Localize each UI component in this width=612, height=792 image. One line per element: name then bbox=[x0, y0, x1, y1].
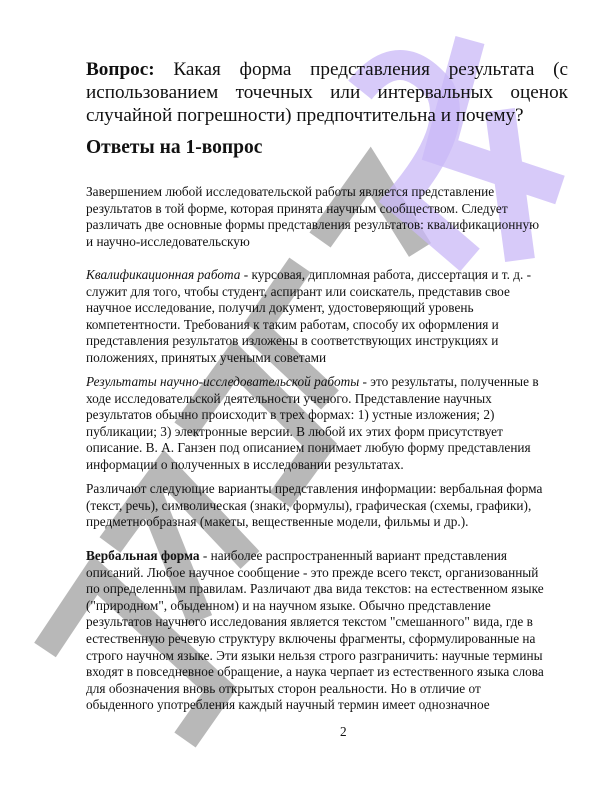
text-line: описаний. Любое научное сообщение - это прежде всего текст, организованный bbox=[86, 564, 539, 580]
text-line: описание. В. А. Ганзен под описанием понимает любую форму представления bbox=[86, 440, 531, 456]
text-line: Вербальная форма - наиболее распространенный вариант представления bbox=[86, 548, 507, 563]
text-line: результатов обычно происходит в трех формах: 1) устные изложения; 2) bbox=[86, 407, 495, 423]
paragraph-verbal-form bbox=[86, 548, 576, 714]
text-line: для обозначения вновь открытых сторон реальности. Но в отличие от bbox=[86, 680, 481, 696]
text-line: информации о полученных в исследовании результатах. bbox=[86, 456, 404, 472]
paragraph-forms bbox=[86, 481, 576, 531]
text-line: представления результатов изложены в соответствующих инструкциях и bbox=[86, 333, 499, 349]
text-line: Различают следующие варианты представления информации: вербальная форма bbox=[86, 481, 543, 496]
text-line: служит для того, чтобы студент, аспирант или соискатель, представив свое bbox=[86, 283, 510, 299]
page-number: 2 bbox=[340, 724, 347, 739]
term: Квалификационная работа bbox=[86, 267, 241, 282]
term: Результаты научно-исследовательской работы bbox=[86, 374, 360, 389]
text-line: по определенным правилам. Различают два вида текстов: на естественном языке bbox=[86, 581, 544, 597]
paragraph-intro bbox=[86, 184, 576, 250]
text-line: результатов научного исследования является текстом "смешанного" вида, где в bbox=[86, 614, 533, 630]
text-line: обыденного употребления каждый научный термин имеет однозначное bbox=[86, 697, 490, 713]
text-line: результатов в той форме, которая принята научным сообществом. Следует bbox=[86, 200, 508, 216]
text-line: публикации; 3) электронные версии. В любой их этих форм присутствует bbox=[86, 423, 503, 439]
answers-heading: Ответы на 1-вопрос bbox=[86, 137, 263, 158]
question-label: Вопрос: bbox=[86, 59, 155, 80]
text-line: Завершением любой исследовательской работы является представление bbox=[86, 184, 495, 199]
question-line: использованием точечных или интервальных оценок bbox=[86, 82, 568, 103]
text-line: различать две основные формы представления результатов: квалификационную bbox=[86, 217, 540, 233]
paragraph-research-results bbox=[86, 374, 576, 474]
text-line: научное исследование, получил документ, удостоверяющий уровень bbox=[86, 300, 474, 316]
text-line: входят в повседневное обращение, а наука черпает из естественного языка слова bbox=[86, 664, 544, 680]
text-line: компетентности. Требования к таким работам, способу их оформления и bbox=[86, 316, 499, 332]
text-line: Результаты научно-исследовательской работы - это результаты, полученные в bbox=[86, 374, 539, 389]
text-line: строго научном языке. Эти языки нельзя строго разграничить: научные термины bbox=[86, 647, 543, 663]
text-line: ходе исследовательской деятельности ученого. Представление научных bbox=[86, 390, 492, 406]
text-line: Квалификационная работа - курсовая, дипломная работа, диссертация и т. д. - bbox=[86, 267, 532, 282]
text-line: естественную речевую структуру включены фрагменты, сформулированные на bbox=[86, 630, 536, 646]
term: Вербальная форма bbox=[86, 548, 200, 563]
text-line: предметнообразная (макеты, вещественные модели, фильмы и др.). bbox=[86, 514, 469, 530]
question-line: случайной погрешности) предпочтительна и почему? bbox=[86, 105, 524, 126]
text-line: и научно-исследовательскую bbox=[86, 233, 250, 249]
text-line: ("природном", обыденном) и на научном языке. Обычно представление bbox=[86, 597, 491, 613]
text-line: положениях, принятых учеными советами bbox=[86, 349, 327, 365]
text-line: (текст, речь), символическая (знаки, формулы), графическая (схемы, графики), bbox=[86, 497, 532, 513]
question: Вопрос: Какая форма представления результата (с использованием точечных или интервальных оценок случайной погрешности) предпочтительна и почему? bbox=[86, 59, 568, 126]
paragraph-qualification bbox=[86, 267, 576, 367]
